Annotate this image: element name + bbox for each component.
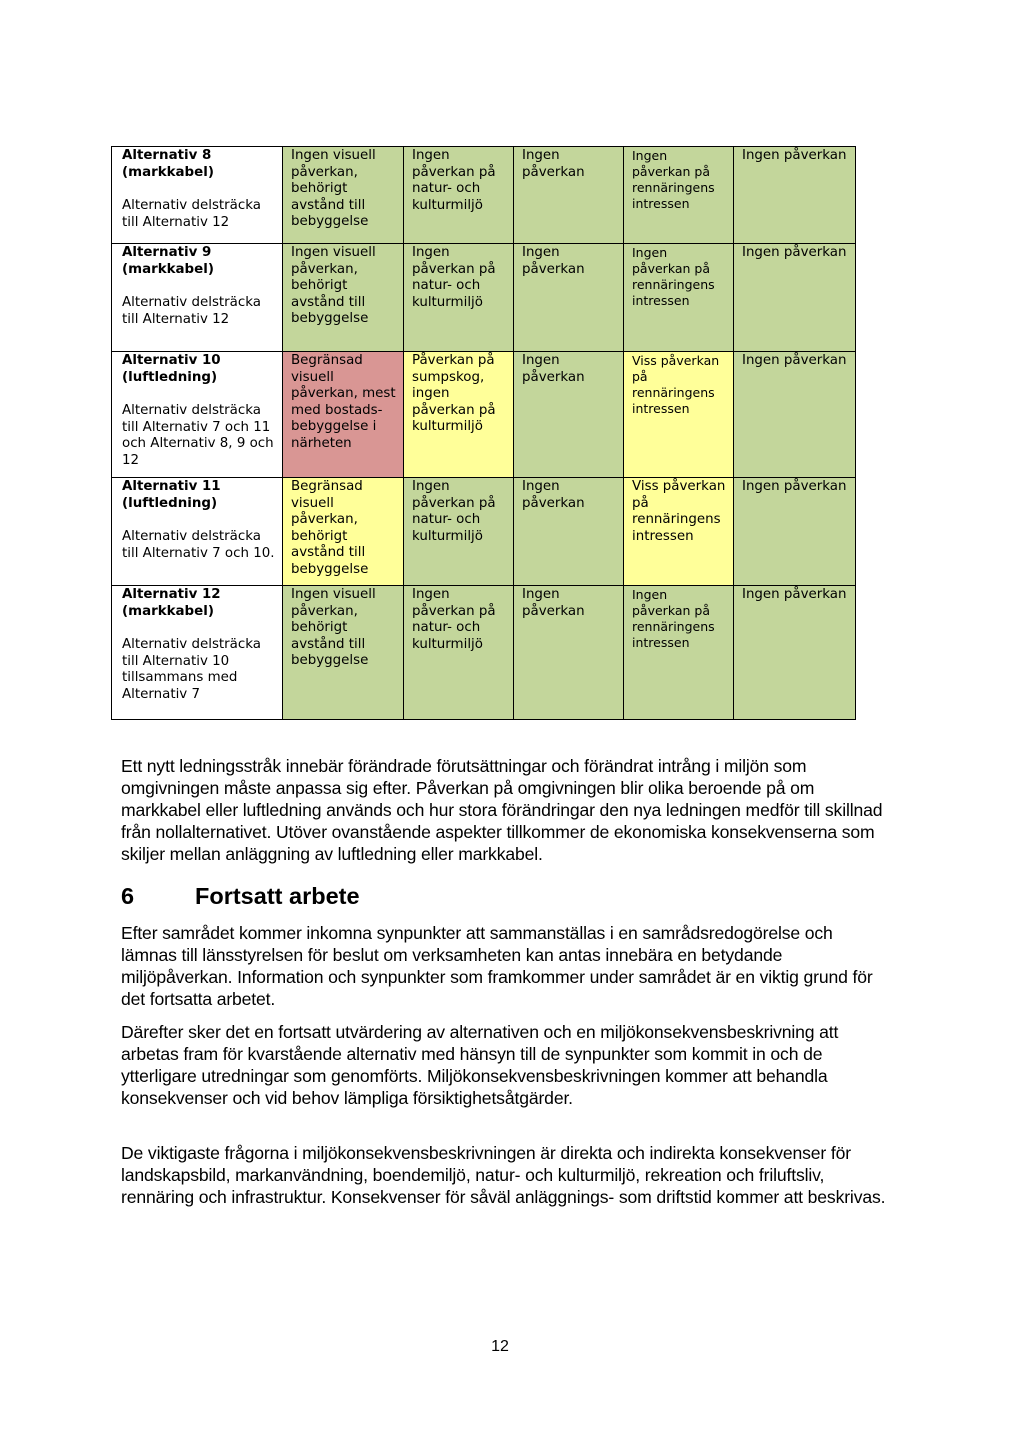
paragraph-3: De viktigaste frågorna i miljökonsekvensbeskrivningen är direkta och indirekta konsekvenser för landskapsbild, markanvändning, boendemiljö, natur- och kulturmiljö, rekreation och friluftsliv, rennäring och infrastruktur. Konsekvenser för såväl anläggnings- som driftstid kommer att beskrivas.: [121, 1143, 886, 1207]
alternative-type: (markkabel): [122, 261, 214, 277]
impact-cell-visual: Ingen visuell påverkan, behörigt avstånd till bebyggelse: [283, 147, 404, 244]
alternative-cell: [112, 586, 283, 720]
impact-cell-5: Ingen påverkan: [734, 478, 856, 586]
impact-cell-nature: Ingen påverkan på natur- och kulturmiljö: [404, 586, 514, 720]
impact-cell-3: Ingen påverkan: [514, 586, 624, 720]
alternative-description: Alternativ delsträcka till Alternativ 12: [122, 295, 261, 327]
alternative-cell: [112, 478, 283, 586]
impact-cell-reindeer: Ingen påverkan på rennäringens intressen: [624, 244, 734, 352]
section-heading: [121, 883, 360, 910]
section-number: 6: [121, 883, 135, 909]
alternative-name: Alternativ 11: [122, 479, 221, 494]
alternative-description: Alternativ delsträcka till Alternativ 12: [122, 198, 261, 230]
impact-cell-reindeer: Viss påverkan på rennäringens intressen: [624, 352, 734, 478]
alternative-name: Alternativ 12: [122, 587, 221, 602]
alternative-description: Alternativ delsträcka till Alternativ 10 tillsammans med Alternativ 7: [122, 637, 261, 702]
alternative-name: Alternativ 8: [122, 148, 212, 163]
alternative-cell: [112, 147, 283, 244]
impact-cell-5: Ingen påverkan: [734, 244, 856, 352]
impact-cell-reindeer: Viss påverkan på rennäringens intressen: [624, 478, 734, 586]
alternative-description: Alternativ delsträcka till Alternativ 7 och 11 och Alternativ 8, 9 och 12: [122, 403, 274, 468]
impact-cell-3: Ingen påverkan: [514, 147, 624, 244]
impact-cell-nature: Påverkan på sumpskog, ingen påverkan på kulturmiljö: [404, 352, 514, 478]
impact-cell-visual: Begränsad visuell påverkan, mest med bostads-bebyggelse i närheten: [283, 352, 404, 478]
alternative-description: Alternativ delsträcka till Alternativ 7 och 10.: [122, 529, 275, 561]
table-row: [112, 244, 856, 352]
impact-cell-reindeer: Ingen påverkan på rennäringens intressen: [624, 586, 734, 720]
alternative-type: (luftledning): [122, 495, 218, 511]
impact-cell-5: Ingen påverkan: [734, 352, 856, 478]
alternative-type: (luftledning): [122, 369, 218, 385]
impact-cell-reindeer: Ingen påverkan på rennäringens intressen: [624, 147, 734, 244]
impact-cell-visual: Ingen visuell påverkan, behörigt avstånd till bebyggelse: [283, 586, 404, 720]
alternative-cell: [112, 244, 283, 352]
alternative-cell: [112, 352, 283, 478]
impact-cell-3: Ingen påverkan: [514, 352, 624, 478]
impact-cell-3: Ingen påverkan: [514, 478, 624, 586]
impact-cell-visual: Begränsad visuell påverkan, behörigt avstånd till bebyggelse: [283, 478, 404, 586]
table-row: [112, 478, 856, 586]
impact-cell-visual: Ingen visuell påverkan, behörigt avstånd till bebyggelse: [283, 244, 404, 352]
section-title: Fortsatt arbete: [195, 883, 360, 909]
impact-cell-nature: Ingen påverkan på natur- och kulturmiljö: [404, 147, 514, 244]
impact-cell-nature: Ingen påverkan på natur- och kulturmiljö: [404, 478, 514, 586]
alternative-type: (markkabel): [122, 603, 214, 619]
assessment-table: [111, 146, 856, 720]
alternative-name: Alternativ 10: [122, 353, 221, 368]
alternative-name: Alternativ 9: [122, 245, 212, 260]
impact-cell-nature: Ingen påverkan på natur- och kulturmiljö: [404, 244, 514, 352]
paragraph-2: Därefter sker det en fortsatt utvärdering av alternativen och en miljökonsekvensbeskrivning att arbetas fram för kvarstående alternativ med hänsyn till de synpunkter som kommit in och de ytterligare utredningar som genomförts. Miljökonsekvensbeskrivningen kommer att behandla konsekvenser och vid behov lämpliga försiktighetsåtgärder.: [121, 1022, 839, 1108]
impact-cell-5: Ingen påverkan: [734, 586, 856, 720]
alternative-type: (markkabel): [122, 164, 214, 180]
table-row: [112, 586, 856, 720]
paragraph-1: Efter samrådet kommer inkomna synpunkter att sammanställas i en samrådsredogörelse och lämnas till länsstyrelsen för beslut om verksamheten kan antas innebära en betydande miljöpåverkan. Information och synpunkter som framkommer under samrådet är en viktig grund för det fortsatta arbetet.: [121, 923, 873, 1009]
impact-cell-3: Ingen påverkan: [514, 244, 624, 352]
page-number: 12: [491, 1338, 509, 1355]
intro-paragraph: Ett nytt ledningsstråk innebär förändrade förutsättningar och förändrat intrång i miljön som omgivningen måste anpassa sig efter. Påverkan på omgivningen blir olika beroende på om markkabel eller luftledning används och hur stora förändringar den nya ledningen medför till skillnad från nollalternativet. Utöver ovanstående aspekter tillkommer de ekonomiska konsekvenserna som skiljer mellan anläggning av luftledning eller markkabel.: [121, 756, 883, 864]
table-row: [112, 352, 856, 478]
table-row: [112, 147, 856, 244]
impact-cell-5: Ingen påverkan: [734, 147, 856, 244]
